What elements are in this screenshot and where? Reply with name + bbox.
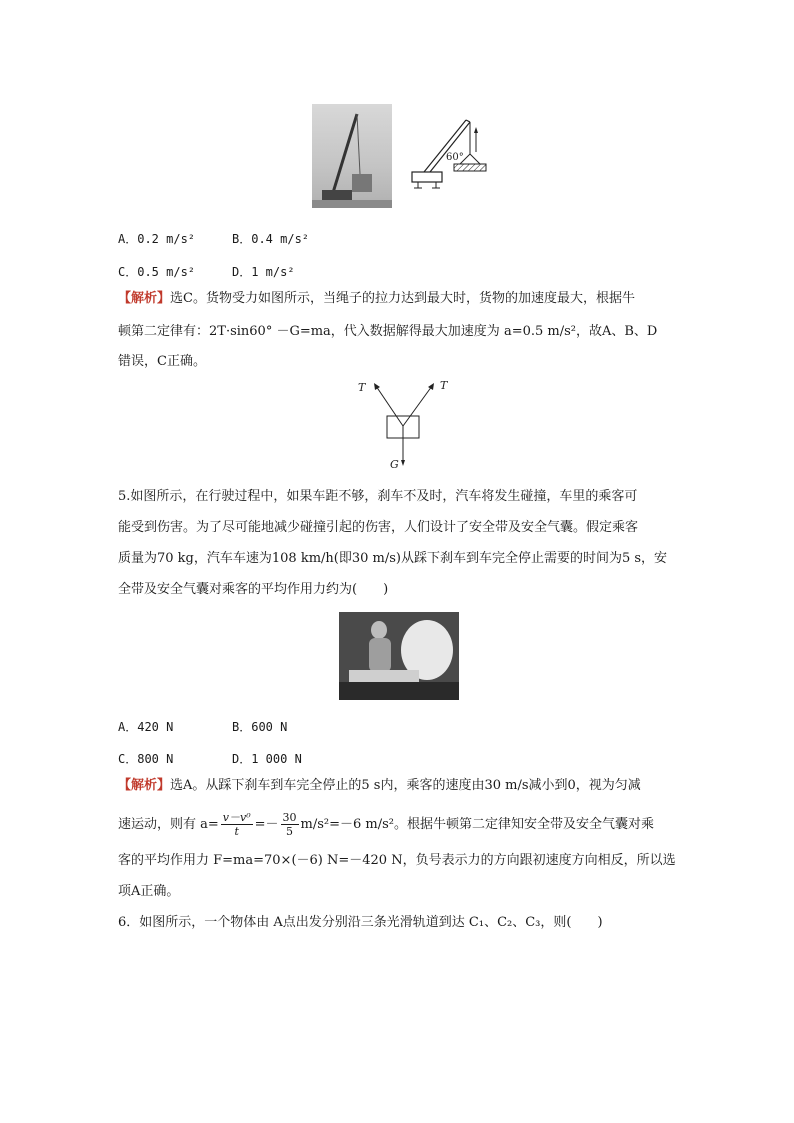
q5-option-d: D．1 000 N	[232, 752, 302, 766]
fraction-value: $\frac{30}{5}$	[282, 811, 297, 838]
q6-stem-line1: 6．如图所示，一个物体由 A点出发分别沿三条光滑轨道到达 C₁、C₂、C₃，则( )	[118, 915, 603, 930]
analysis-tag: 【解析】	[118, 291, 171, 306]
analysis-tag: 【解析】	[118, 778, 171, 793]
force-diagram	[352, 376, 456, 472]
angle-label: 60°	[446, 152, 464, 163]
q5-analysis-line2: 速运动，则有 a= $\frac{\text{v－v⁰}}{t}$ =－ $\frac{30}{5}$ m/s²=－6 m/s²。根据牛顿第二定律知安全带及安全气囊对乘	[118, 811, 655, 838]
q4-option-d: D．1 m/s²	[232, 265, 295, 279]
airbag-photo	[339, 612, 459, 700]
q4-analysis-line2: 顿第二定律有：2T·sin60° －G=ma，代入数据解得最大加速度为 a=0.5 m/s²，故A、B、D	[118, 324, 658, 339]
q5-option-c: C．800 N	[118, 752, 174, 766]
q5-stem-line4: 全带及安全气囊对乘客的平均作用力约为( )	[118, 582, 389, 597]
crane-diagram	[408, 112, 490, 192]
fraction-velocity: $\frac{\text{v－v⁰}}{t}$	[222, 811, 251, 838]
q5-stem-line3: 质量为70 kg，汽车车速为108 km/h(即30 m/s)从踩下刹车到车完全停止需要的时间为5 s，安	[118, 551, 668, 566]
q4-option-a: A．0.2 m/s²	[118, 232, 196, 246]
q5-option-a: A．420 N	[118, 720, 174, 734]
q5-analysis-line4: 项A正确。	[118, 884, 180, 899]
crane-photo	[312, 104, 392, 208]
q4-analysis-line1: 【解析】选C。货物受力如图所示，当绳子的拉力达到最大时，货物的加速度最大，根据牛	[118, 291, 635, 306]
q4-option-c: C．0.5 m/s²	[118, 265, 196, 279]
force-t-left: T	[358, 381, 366, 394]
q5-analysis-line3: 客的平均作用力 F=ma=70×(－6) N=－420 N，负号表示力的方向跟初速度方向相反，所以选	[118, 853, 676, 868]
q4-analysis-line3: 错误，C正确。	[118, 354, 206, 369]
q4-option-b: B．0.4 m/s²	[232, 232, 310, 246]
q5-stem-line1: 5.如图所示，在行驶过程中，如果车距不够，刹车不及时，汽车将发生碰撞，车里的乘客可	[118, 489, 638, 504]
force-t-right: T	[440, 379, 448, 392]
q5-analysis-line1: 【解析】选A。从踩下刹车到车完全停止的5 s内，乘客的速度由30 m/s减小到0，视为匀减	[118, 778, 641, 793]
q5-stem-line2: 能受到伤害。为了尽可能地减少碰撞引起的伤害，人们设计了安全带及安全气囊。假定乘客	[118, 520, 639, 535]
q5-option-b: B．600 N	[232, 720, 288, 734]
force-g: G	[390, 458, 399, 471]
